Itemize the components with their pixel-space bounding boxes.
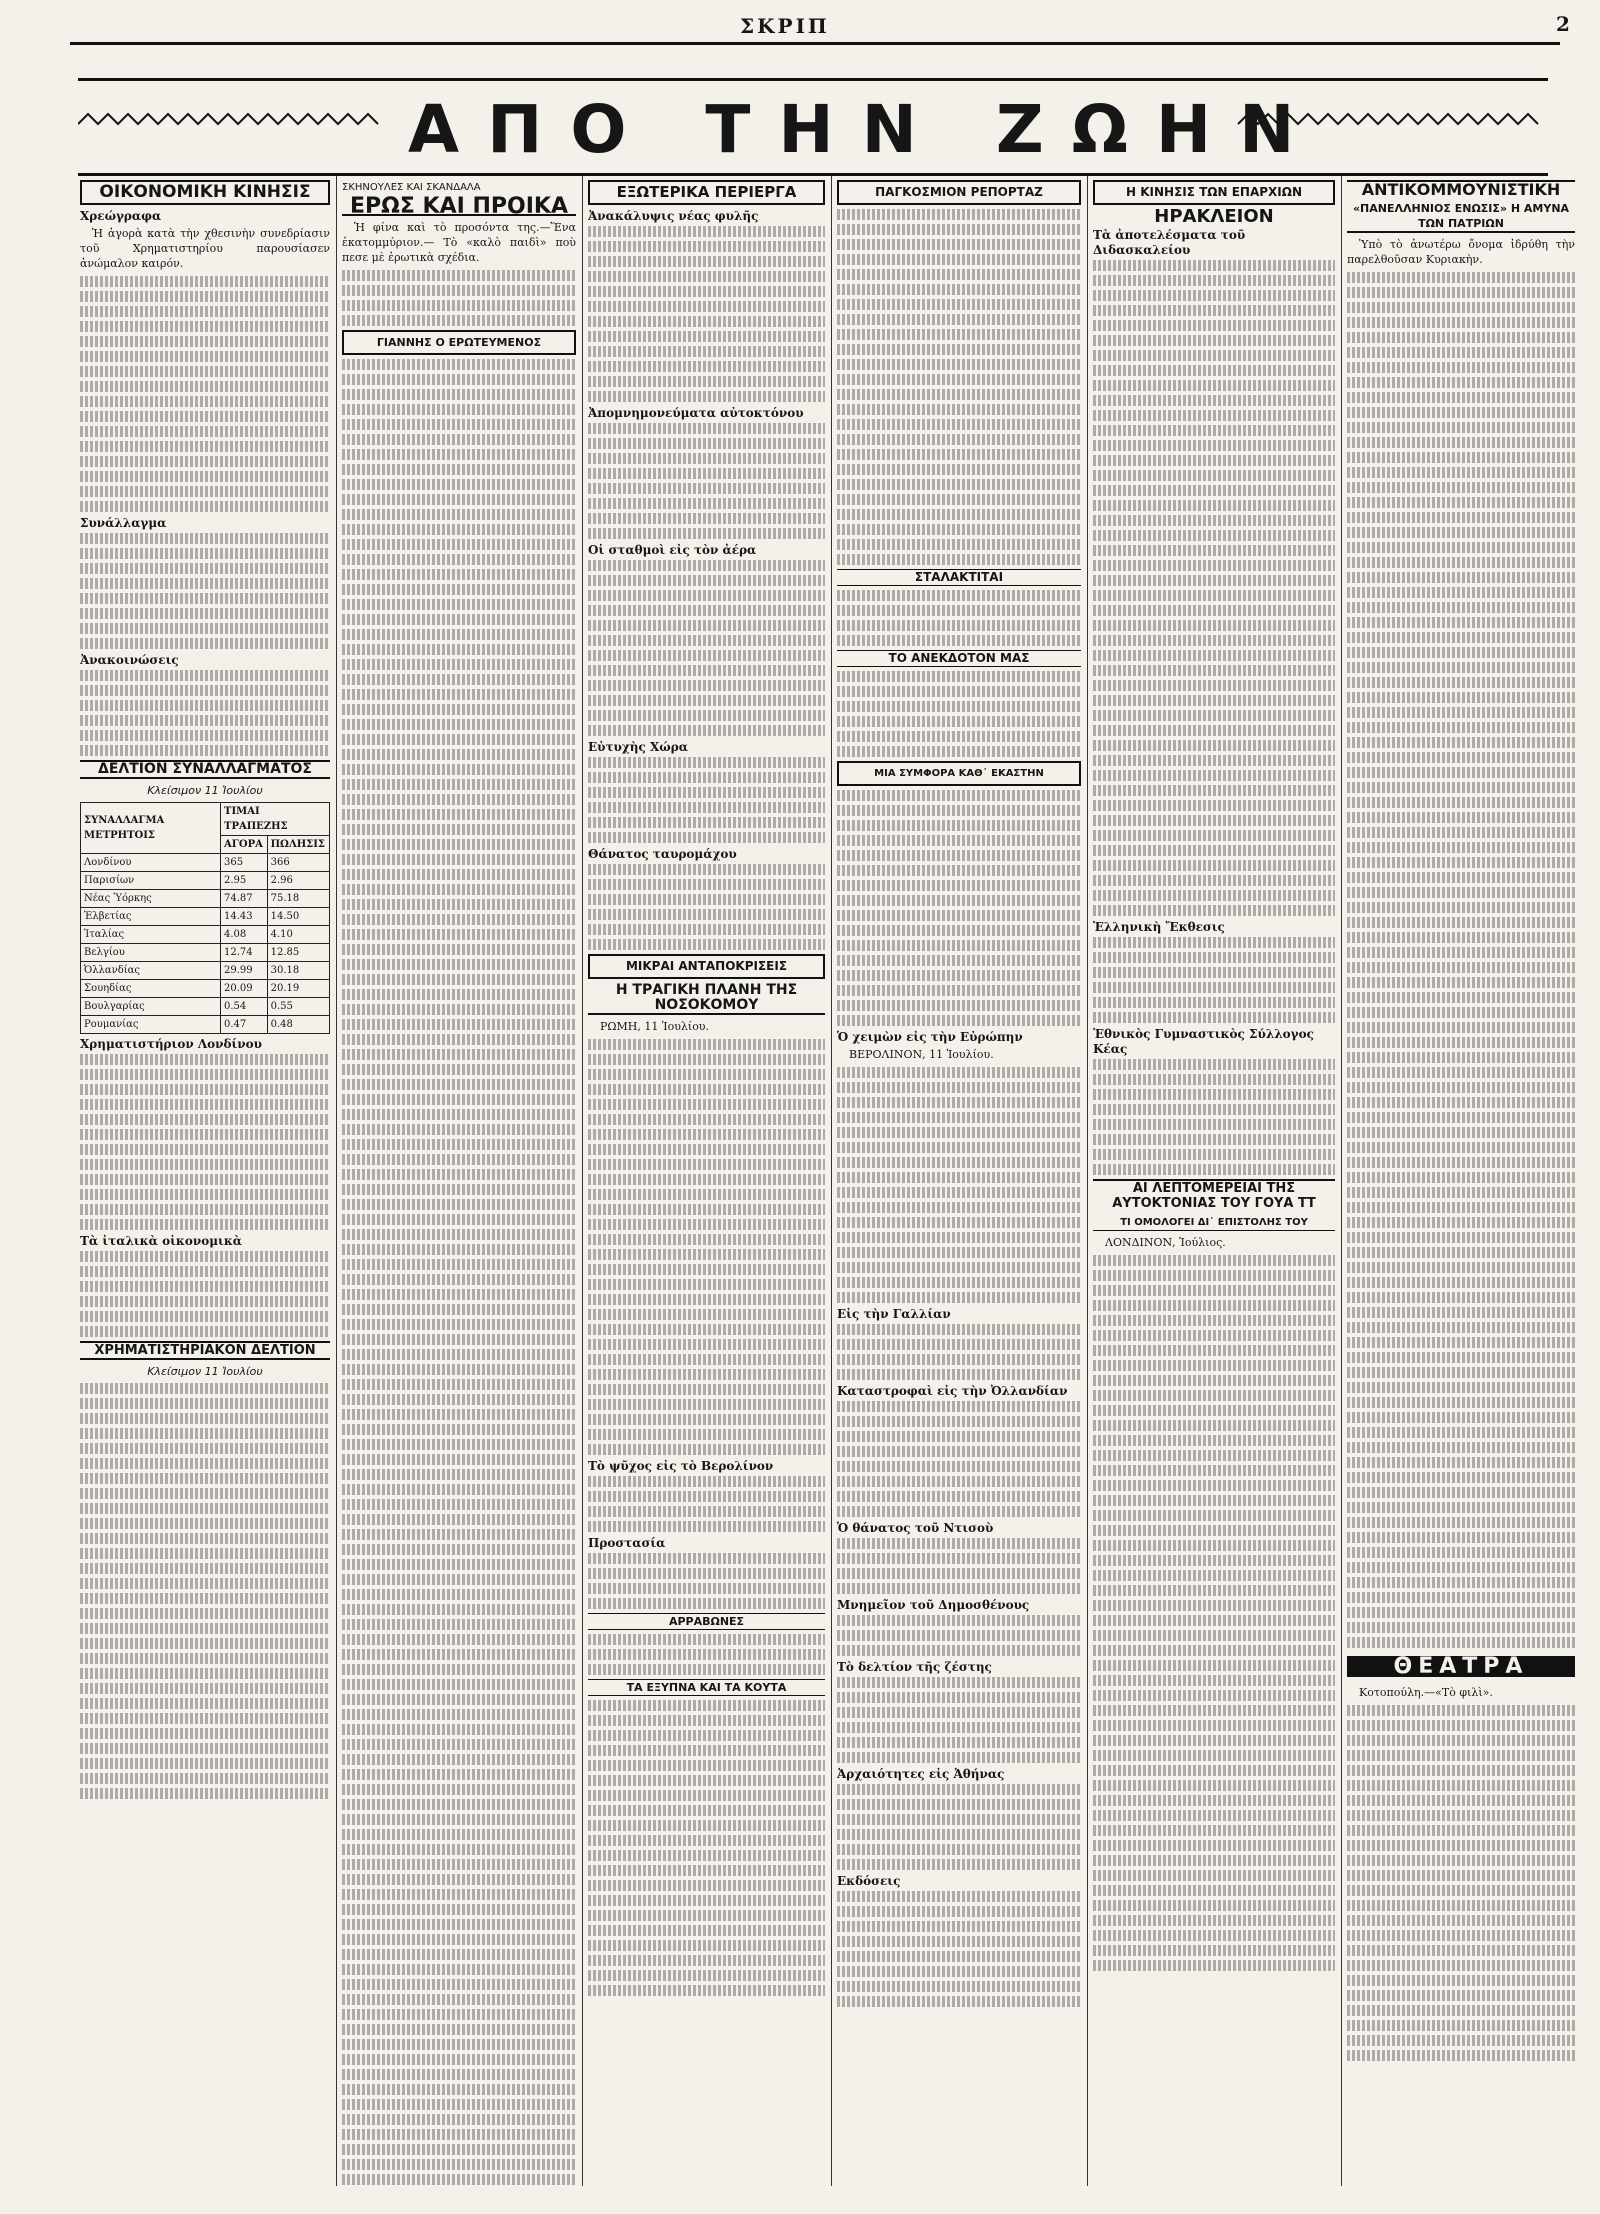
provinces-column <box>1093 176 1335 2186</box>
world-column <box>837 176 1081 2186</box>
table-row: Σουηδίας 20.09 20.19 <box>81 980 330 998</box>
short-reports-heading: ΜΙΚΡΑΙ ΑΝΤΑΠΟΚΡΙΣΕΙΣ <box>588 954 825 979</box>
bourse-table-date: Κλείσιμον 11 Ἰουλίου <box>147 1365 263 1378</box>
engagements-heading: ΑΡΡΑΒΩΝΕΣ <box>588 1613 825 1630</box>
world-subheading: Ἀρχαιότητες εἰς Ἀθήνας <box>837 1767 1005 1781</box>
eros-lead: Ἡ φίνα καὶ τὸ προσόντα της.—Ἕνα ἐκατομμύριον.— Τὸ «καλὸ παιδὶ» ποὺ πεσε μὲ ἐρωτικὰ σχέδια. <box>342 221 576 264</box>
announcements-subheading: Ἀνακοινώσεις <box>80 653 179 667</box>
table-row: Ὀλλανδίας 29.99 30.18 <box>81 962 330 980</box>
table-row: Παρισίων 2.95 2.96 <box>81 872 330 890</box>
london-exchange-subheading: Χρηματιστήριον Λονδίνου <box>80 1037 262 1051</box>
table-row: Ἑλβετίας 14.43 14.50 <box>81 908 330 926</box>
table-row: Βελγίου 12.74 12.85 <box>81 944 330 962</box>
provinces-subheading: Ἑλληνικὴ Ἔκθεσις <box>1093 920 1225 934</box>
table-header: ΠΩΛΗΣΙΣ <box>267 836 329 854</box>
table-row: Βουλγαρίας 0.54 0.55 <box>81 998 330 1016</box>
provinces-city: ΗΡΑΚΛΕΙΟΝ <box>1154 206 1274 227</box>
suicide-story-subheading: ΤΙ ΟΜΟΛΟΓΕΙ ΔΙ᾽ ΕΠΙΣΤΟΛΗΣ ΤΟΥ <box>1093 1215 1335 1231</box>
world-subheading: Τὸ δελτίον τῆς ζέστης <box>837 1660 992 1674</box>
anecdote-heading: ΤΟ ΑΝΕΚΔΟΤΟΝ ΜΑΣ <box>837 650 1081 667</box>
column-divider <box>831 176 832 2186</box>
world-heading: ΠΑΓΚΟΣΜΙΟΝ ΡΕΠΟΡΤΑΖ <box>837 180 1081 205</box>
foreign-subheading: Τὸ ψῦχος εἰς τὸ Βερολίνον <box>588 1459 774 1473</box>
communist-lead: Ὑπὸ τὸ ἀνωτέρω ὄνομα ἱδρύθη τὴν παρελθοῦσαν Κυριακὴν. <box>1347 238 1575 266</box>
foreign-subheading: Οἱ σταθμοὶ εἰς τὸν ἀέρα <box>588 543 757 557</box>
nurse-story-dateline: ΡΩΜΗ, 11 Ἰουλίου. <box>600 1020 709 1033</box>
economy-heading: ΟΙΚΟΝΟΜΙΚΗ ΚΙΝΗΣΙΣ <box>80 180 330 205</box>
table-header: ΣΥΝΑΛΛΑΓΜΑ ΜΕΤΡΗΤΟΙΣ <box>81 803 221 854</box>
economy-subheading: Χρεώγραφα <box>80 209 162 223</box>
world-subheading: Εἰς τὴν Γαλλίαν <box>837 1307 951 1321</box>
suicide-story-dateline: ΛΟΝΔΙΝΟΝ, Ἰούλιος. <box>1105 1236 1226 1249</box>
masthead-rule <box>70 42 1560 45</box>
foreign-subheading: Προστασία <box>588 1536 666 1550</box>
world-dateline: ΒΕΡΟΛΙΝΟΝ, 11 Ἰουλίου. <box>849 1048 994 1061</box>
economy-lead: Ἡ ἀγορὰ κατὰ τὴν χθεσινὴν συνεδρίασιν τοῦ Χρηματιστηρίου παρουσίασεν ἀνώμαλον καιρόν. <box>80 227 330 270</box>
world-subheading: Ὁ θάνατος τοῦ Ντισοὺ <box>837 1521 994 1535</box>
foreign-subheading: Εὐτυχὴς Χώρα <box>588 740 688 754</box>
foreign-subheading: Ἀνακάλυψις νέας φυλῆς <box>588 209 759 223</box>
foreign-subheading: Ἀπομνημονεύματα αὐτοκτόνου <box>588 406 804 420</box>
communist-subheading: «ΠΑΝΕΛΛΗΝΙΟΣ ΕΝΩΣΙΣ» Η ΑΜΥΝΑ ΤΩΝ ΠΑΤΡΙΩΝ <box>1347 201 1575 233</box>
exchange-table-heading: ΔΕΛΤΙΟΝ ΣΥΝΑΛΛΑΓΜΑΤΟΣ <box>80 760 330 779</box>
economy-column <box>80 176 330 2186</box>
foreign-heading: ΕΞΩΤΕΡΙΚΑ ΠΕΡΙΕΡΓΑ <box>588 180 825 205</box>
table-row: Ἰταλίας 4.08 4.10 <box>81 926 330 944</box>
jokes-heading: ΤΑ ΕΞΥΠΝΑ ΚΑΙ ΤΑ ΚΟΥΤΑ <box>588 1679 825 1696</box>
eros-column <box>342 176 576 2186</box>
theatre-heading: ΘΕΑΤΡΑ <box>1347 1656 1575 1677</box>
column-divider <box>1087 176 1088 2186</box>
theatre-lead: Κοτοπούλη.—«Τὸ φιλὶ». <box>1359 1686 1493 1699</box>
page-number: 2 <box>1556 12 1570 36</box>
italian-economy-subheading: Τὰ ἰταλικὰ οἰκονομικὰ <box>80 1234 243 1248</box>
table-row: Νέας Ὑόρκης 74.87 75.18 <box>81 890 330 908</box>
provinces-subheading: Ἐθνικὸς Γυμναστικὸς Σύλλογος Κέας <box>1093 1027 1314 1056</box>
column-divider <box>336 176 337 2186</box>
paper-name: ΣΚΡΙΠ <box>740 14 830 38</box>
exchange-table-date: Κλείσιμον 11 Ἰουλίου <box>147 784 263 797</box>
exchange-subheading: Συνάλλαγμα <box>80 516 167 530</box>
table-header: ΑΓΟΡΑ <box>221 836 268 854</box>
daily-misfortune-heading: ΜΙΑ ΣΥΜΦΟΡΑ ΚΑΘ᾽ ΕΚΑΣΤΗΝ <box>837 761 1081 786</box>
world-subheading: Μνημεῖον τοῦ Δημοσθένους <box>837 1598 1030 1612</box>
eros-kicker: ΣΚΗΝΟΥΛΕΣ ΚΑΙ ΣΚΑΝΔΑΛΑ <box>342 182 481 193</box>
column-divider <box>1341 176 1342 2186</box>
world-subheading: Καταστροφαὶ εἰς τὴν Ὀλλανδίαν <box>837 1384 1068 1398</box>
world-subheading: Εκδόσεις <box>837 1874 901 1888</box>
nurse-story-heading: Η ΤΡΑΓΙΚΗ ΠΛΑΝΗ ΤΗΣ ΝΟΣΟΚΟΜΟΥ <box>588 983 825 1015</box>
eros-subheading: ΓΙΑΝΝΗΣ Ο ΕΡΩΤΕΥΜΕΝΟΣ <box>342 330 576 355</box>
communist-column <box>1347 176 1575 2186</box>
table-header: ΤΙΜΑΙ ΤΡΑΠΕΖΗΣ <box>221 803 330 836</box>
banner-title: ΑΠΟ ΤΗΝ ΖΩΗΝ <box>408 91 1323 168</box>
exchange-table <box>80 802 330 1034</box>
eros-heading: ΕΡΩΣ ΚΑΙ ΠΡΟΙΚΑ <box>342 199 576 216</box>
bourse-table-heading: ΧΡΗΜΑΤΙΣΤΗΡΙΑΚΟΝ ΔΕΛΤΙΟΝ <box>80 1341 330 1360</box>
foreign-column <box>588 176 825 2186</box>
stalactites-heading: ΣΤΑΛΑΚΤΙΤΑΙ <box>837 569 1081 586</box>
column-divider <box>582 176 583 2186</box>
table-row: Λονδίνου 365 366 <box>81 854 330 872</box>
provinces-heading: Η ΚΙΝΗΣΙΣ ΤΩΝ ΕΠΑΡΧΙΩΝ <box>1093 180 1335 205</box>
foreign-subheading: Θάνατος ταυρομάχου <box>588 847 737 861</box>
provinces-subheading: Τὰ ἀποτελέσματα τοῦ Διδασκαλείου <box>1093 228 1246 257</box>
communist-heading: ΑΝΤΙΚΟΜΜΟΥΝΙΣΤΙΚΗ <box>1347 180 1575 197</box>
masthead <box>0 0 1600 48</box>
section-banner <box>78 78 1548 176</box>
table-row: Ρουμανίας 0.47 0.48 <box>81 1016 330 1034</box>
suicide-story-heading: ΑΙ ΛΕΠΤΟΜΕΡΕΙΑΙ ΤΗΣ ΑΥΤΟΚΤΟΝΙΑΣ ΤΟΥ ΓΟΥΑ ΤΤ <box>1093 1179 1335 1211</box>
world-subheading: Ὁ χειμὼν εἰς τὴν Εὐρώπην <box>837 1030 1023 1044</box>
